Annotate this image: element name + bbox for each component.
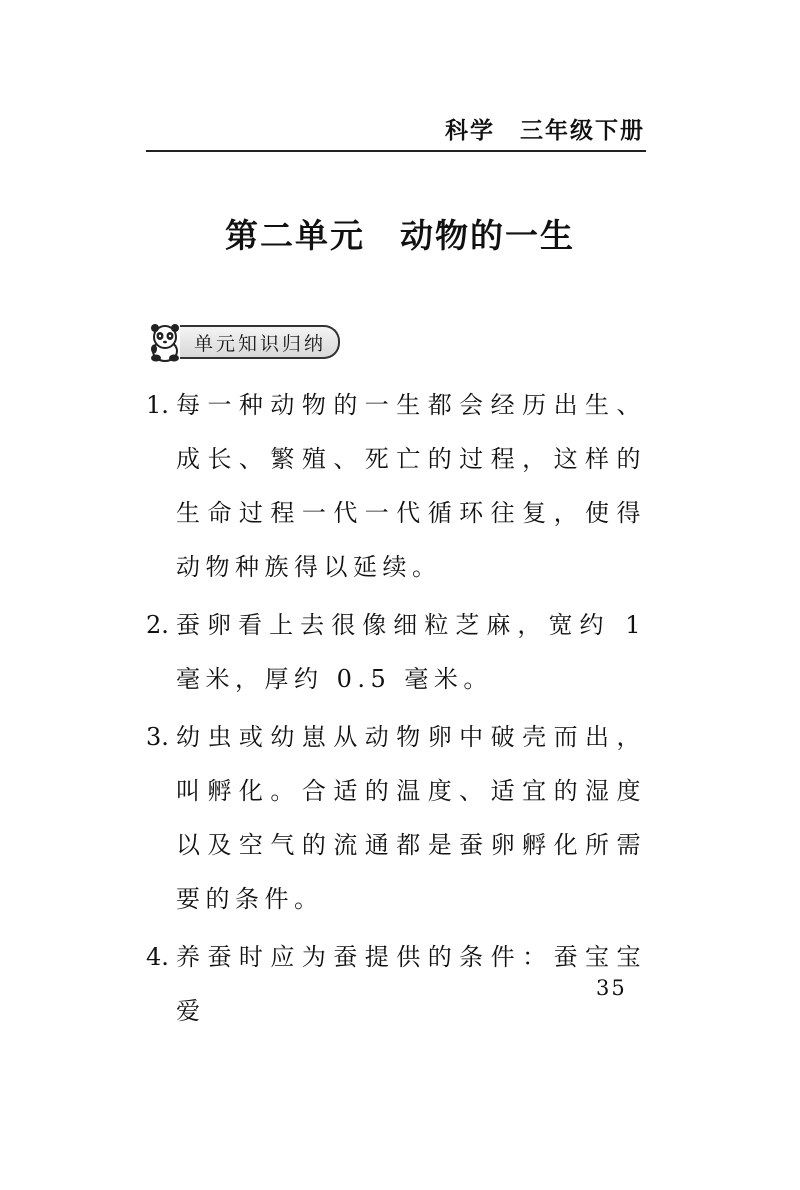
header-rule [146,150,646,152]
section-label-tab: 单元知识归纳 [180,325,340,359]
item-text: 蚕卵看上去很像细粒芝麻，宽约 1 毫米，厚约 0.5 毫米。 [176,611,646,693]
item-text: 幼虫或幼崽从动物卵中破壳而出，叫孵化。合适的温度、适宜的湿度以及空气的流通都是蚕卵孵化所需要的条件。 [176,723,646,913]
list-item [146,598,646,706]
unit-title: 第二单元 动物的一生 [225,216,575,255]
page-number: 35 [596,976,627,1000]
knowledge-list [146,378,646,1042]
section-label [146,322,340,362]
item-number: 3. [146,723,169,751]
item-number: 4. [146,943,169,971]
item-text: 养蚕时应为蚕提供的条件：蚕宝宝爱 [176,943,646,1025]
list-item [146,930,646,1038]
list-item [146,378,646,594]
item-number: 2. [146,611,169,639]
panda-mascot-icon [146,322,184,362]
item-number: 1. [146,391,169,419]
running-header: 科学 三年级下册 [445,118,645,144]
item-text: 每一种动物的一生都会经历出生、成长、繁殖、死亡的过程，这样的生命过程一代一代循环往复，使得动物种族得以延续。 [176,391,646,581]
list-item [146,710,646,926]
